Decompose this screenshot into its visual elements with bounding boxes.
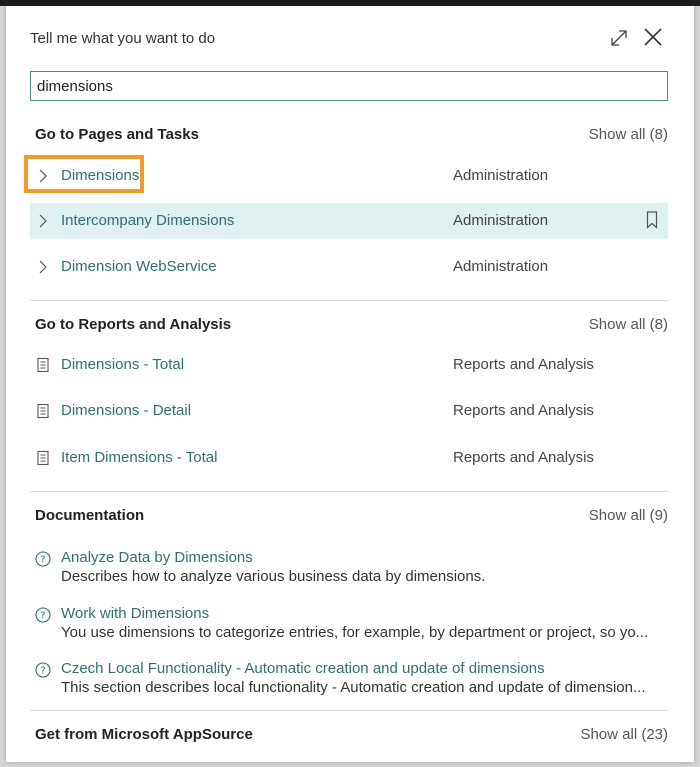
list-item[interactable] (30, 249, 668, 285)
report-icon (36, 357, 50, 373)
reports-show-all-link[interactable]: Show all (8) (588, 316, 668, 333)
bookmark-icon[interactable] (646, 211, 658, 229)
appsource-section (30, 724, 668, 748)
doc-description: You use dimensions to categorize entries, for example, by department or project, so yo... (61, 624, 649, 641)
chevron-right-icon (36, 168, 50, 184)
documentation-show-all-link[interactable]: Show all (9) (588, 507, 668, 524)
svg-text:?: ? (40, 554, 46, 566)
dialog-title: Tell me what you want to do (30, 30, 216, 47)
result-label[interactable]: Item Dimensions - Total (61, 449, 218, 466)
expand-icon[interactable] (608, 27, 630, 49)
chevron-right-icon (36, 259, 50, 275)
result-category: Administration (453, 258, 549, 275)
documentation-section (30, 505, 668, 705)
section-title: Get from Microsoft AppSource (35, 726, 253, 743)
result-label[interactable]: Dimensions - Total (61, 356, 185, 373)
svg-text:?: ? (40, 665, 46, 677)
result-category: Administration (453, 167, 549, 184)
section-divider (30, 300, 668, 301)
section-title: Go to Reports and Analysis (35, 316, 232, 333)
help-icon (35, 607, 51, 623)
pages-section (30, 124, 668, 304)
report-icon (36, 403, 50, 419)
pages-show-all-link[interactable]: Show all (8) (588, 126, 668, 143)
report-icon (36, 450, 50, 466)
result-category: Reports and Analysis (453, 402, 594, 419)
section-divider (30, 491, 668, 492)
doc-description: Describes how to analyze various business data by dimensions. (61, 568, 486, 585)
search-input[interactable] (30, 71, 668, 101)
result-label[interactable]: Dimensions - Detail (61, 402, 192, 419)
section-title: Go to Pages and Tasks (35, 126, 199, 143)
tell-me-dialog (6, 6, 694, 762)
section-divider (30, 710, 668, 711)
doc-title[interactable]: Work with Dimensions (61, 605, 210, 622)
chevron-right-icon (36, 213, 50, 229)
result-label[interactable]: Intercompany Dimensions (61, 212, 235, 229)
pages-section-header (30, 124, 668, 146)
list-item[interactable] (30, 547, 668, 591)
doc-title[interactable]: Analyze Data by Dimensions (61, 549, 253, 566)
result-category: Reports and Analysis (453, 449, 594, 466)
appsource-show-all-link[interactable]: Show all (23) (580, 726, 668, 743)
reports-section (30, 314, 668, 494)
list-item[interactable] (30, 393, 668, 429)
result-label[interactable]: Dimension WebService (61, 258, 217, 275)
list-item[interactable] (30, 347, 668, 383)
documentation-section-header (30, 505, 668, 527)
list-item[interactable] (30, 158, 668, 194)
reports-section-header (30, 314, 668, 336)
help-icon (35, 551, 51, 567)
svg-text:?: ? (40, 610, 46, 622)
list-item[interactable] (30, 603, 668, 647)
section-title: Documentation (35, 507, 145, 524)
list-item[interactable] (30, 658, 668, 702)
list-item[interactable] (30, 203, 668, 239)
doc-title[interactable]: Czech Local Functionality - Automatic creation and update of dimensions (61, 660, 545, 677)
result-label[interactable]: Dimensions (61, 167, 140, 184)
result-category: Administration (453, 212, 549, 229)
help-icon (35, 662, 51, 678)
close-icon[interactable] (642, 26, 664, 48)
result-category: Reports and Analysis (453, 356, 594, 373)
appsource-section-header (30, 724, 668, 746)
list-item[interactable] (30, 440, 668, 476)
doc-description: This section describes local functionality - Automatic creation and update of dimension... (61, 679, 646, 696)
